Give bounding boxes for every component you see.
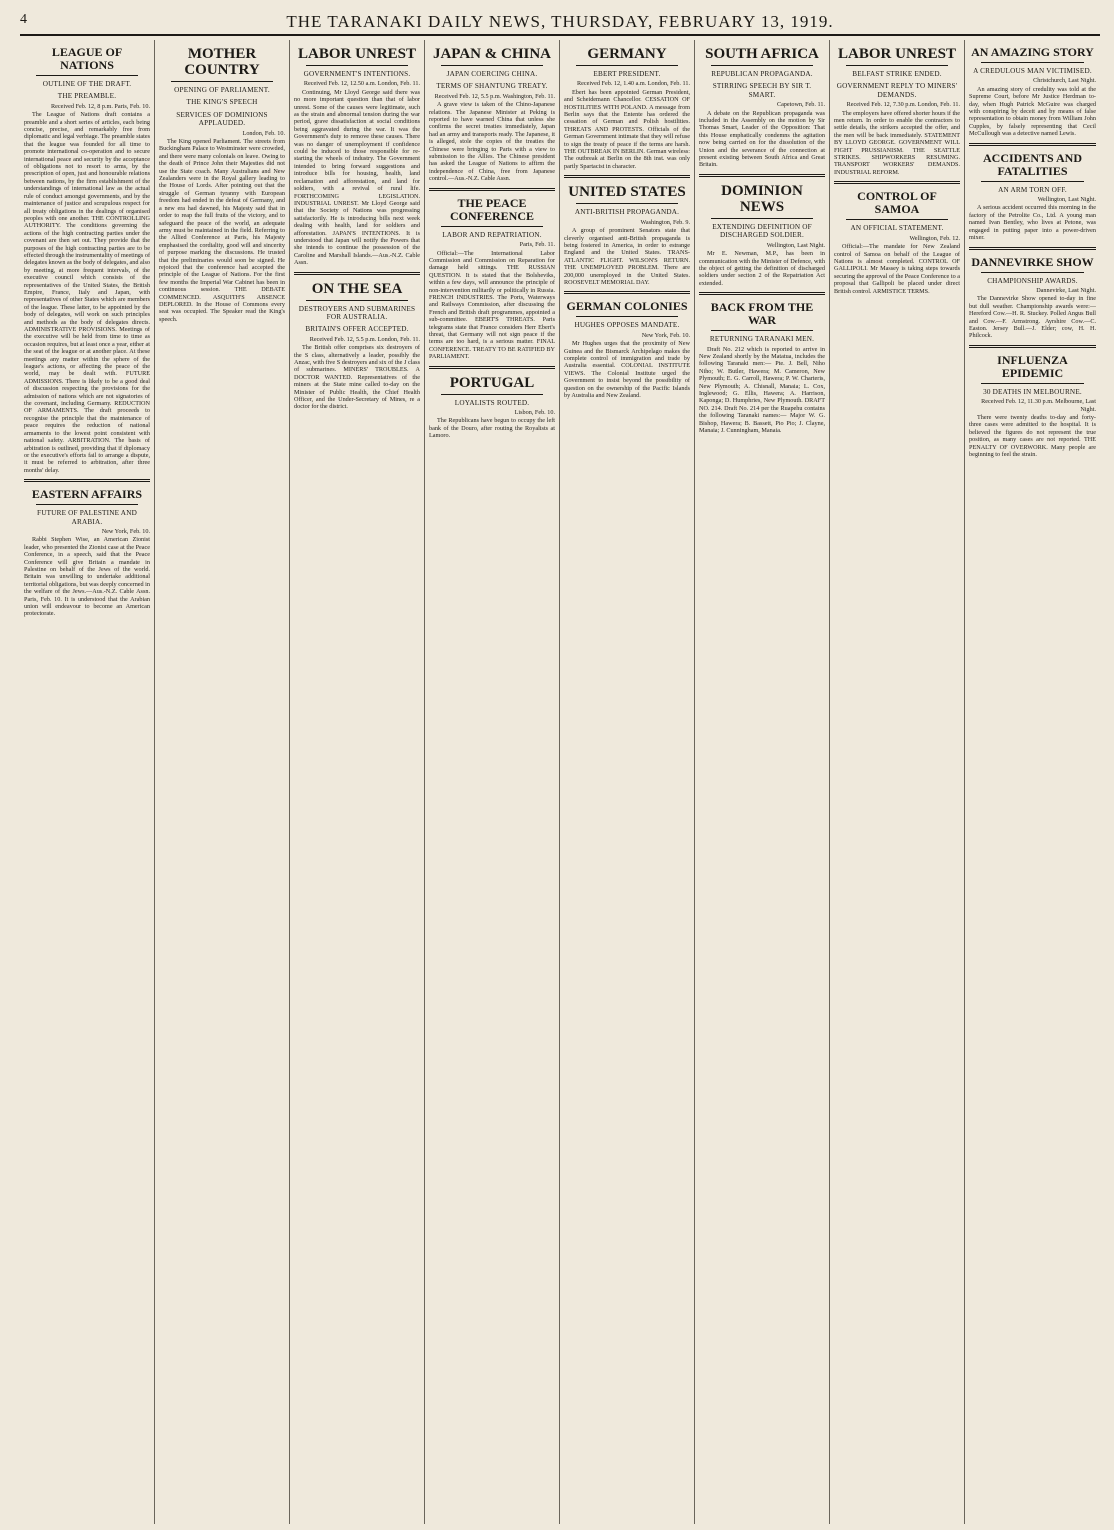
article (24, 479, 150, 618)
article (564, 46, 690, 170)
article-subheading: OPENING OF PARLIAMENT. (174, 86, 270, 94)
column-divider (429, 366, 555, 369)
headline-rule (981, 181, 1084, 182)
article (969, 247, 1096, 340)
article-headline: JAPAN & CHINA (432, 46, 552, 62)
article-body: Draft No. 212 which is reported to arrive in New Zealand shortly by the Matatua, includes the following Taranaki men:— Pte. J. Bell, Niho Niho; W. Butler, Hawera; M. Cameron, New Plymouth; E. G. Carroll, Hawera; P. W. Charteris, New Plymouth; A. Chisnall, Manaia; L. Cox, Inglewood; G. Ellis, Hawera; A. Harrison, Kaponga; D. Humphries, New Plymouth. DRAFT NO. 214. Draft No. 214 per the Ruapehu contains the following Taranaki names:— Major W. G. Bishop, Hawera; B. Bassett, Pio Pio; J. Clayne, Manaia; J. Cunningham, Manaia. (699, 345, 825, 434)
article-subheading: BELFAST STRIKE ENDED. (852, 70, 942, 78)
article-headline: AN AMAZING STORY (971, 45, 1094, 59)
article-headline: UNITED STATES (568, 184, 686, 201)
article-body: The Dannevirke Show opened to-day in fine but dull weather. Championship awards were:—Hereford Cow.—H. R. Stuckey. Polled Angus Bull and Cow.—F. Armstrong. Ayrshire Cow.—C. Easton. Jersey Bull.—J. Elder; cow, H. H. Philcock. (969, 295, 1096, 340)
article-body: A group of prominent Senators state that cleverly organised anti-British propaganda is being fostered in America, in order to estrange England and the United States. TRANS-ATLANTIC FLIGHT. WILSON'S RETURN. THE UNEMPLOYED PROBLEM. There are 200,000 unemployed in the United States. ROOSEVELT MEMORIAL DAY. (564, 227, 690, 286)
article-dateline: Received Feb. 12, 8 p.m. Paris, Feb. 10. (51, 102, 150, 110)
article-dateline: Paris, Feb. 11. (519, 241, 555, 249)
article-headline: MOTHER COUNTRY (184, 46, 260, 78)
article-subheading: OUTLINE OF THE DRAFT. (42, 80, 132, 88)
headline-rule (711, 330, 813, 331)
article-dateline: Wellington, Feb. 12. (909, 234, 960, 242)
article-body: A serious accident occurred this morning in the factory of the Petrolite Co., Ltd. A young man named Ivan Bentley, who lives at Petone, was engaged in putting paper into a power-driven mixer. (969, 204, 1096, 242)
article-headline: EASTERN AFFAIRS (31, 487, 143, 502)
article-subheading: RETURNING TARANAKI MEN. (709, 335, 815, 344)
article-body: Mr Hughes urges that the proximity of New Guinea and the Bismarck Archipelago makes the complete control of immigration and trade by Australia essential. COLONIAL INSTITUTE VIEWS. The Colonial Institute urged the Government to insist beyond the possibility of question on the ownership of the Pacific Islands by Australia and New Zealand. (564, 340, 690, 399)
headline-rule (171, 81, 273, 82)
article-headline: ACCIDENTS AND FATALITIES (982, 150, 1083, 178)
article-dateline: Capetown, Feb. 11. (776, 101, 825, 109)
article-subheading: BRITAIN'S OFFER ACCEPTED. (305, 325, 409, 334)
article-subheading: SERVICES OF DOMINIONS APPLAUDED. (176, 110, 268, 128)
article-subheading: A CREDULOUS MAN VICTIMISED. (973, 67, 1092, 75)
headline-rule (36, 75, 138, 76)
column-6 (695, 40, 830, 1524)
article-dateline: Received Feb. 12, 5.5 p.m. Washington, Feb. 11. (434, 92, 555, 100)
article (564, 175, 690, 286)
column-3 (290, 40, 425, 1524)
article-subheading: AN ARM TORN OFF. (998, 185, 1067, 194)
column-divider (969, 143, 1096, 146)
article-headline: GERMANY (587, 46, 667, 62)
article-dateline: Christchurch, Last Night. (1033, 77, 1096, 85)
article (969, 143, 1096, 242)
article-dateline: Received Feb. 12, 1.40 a.m. London, Feb. 11. (576, 80, 690, 88)
headline-rule (981, 272, 1084, 273)
article-subheading: LOYALISTS ROUTED. (454, 398, 530, 407)
article (429, 46, 555, 183)
column-1 (20, 40, 155, 1524)
article-subheading: THE PREAMBLE. (57, 92, 117, 101)
article-body: Rabbi Stephen Wise, an American Zionist leader, who presented the Zionist case at the Peace Conference, in a speech, said that the Peace Conference will give Britain a mandate in Palestine on behalf of the Jews of the world. Britain was unwilling to undertake additional territorial obligations, but was deeply concerned in the welfare of the Jews.—Aus.-N.Z. Cable Assn. Paris, Feb. 10. It is understood that the Arabian union will endeavour to become an American protectorate. (24, 536, 150, 618)
article-subheading: 30 DEATHS IN MELBOURNE. (983, 387, 1082, 396)
article-body: The British offer comprises six destroyers of the S class, alternatively a leader, possibly the Anzac, with five S destroyers and six of the J class of submarines. MINERS' TROUBLES. A DOCTOR WANTED. Representatives of the miners at the State mine called to-day on the Minister of Public Health, the Chief Health Officer, and the Under-Secretary of Mines, re a doctor for the district. (294, 344, 420, 411)
newspaper-page (20, 40, 1100, 1524)
column-divider (834, 181, 960, 184)
headline-rule (441, 226, 543, 227)
article-body: Continuing, Mr Lloyd George said there was no more important question than that of labor unrest. Some of the causes were legitimate, such as the strain and abnormal tension during the war period, grave dissatisfaction at social conditions being aggravated during the war. It was the Government's duty to remove these causes. There was no danger of unemployment if confidence could be induced to those responsible for re-starting the wheels of industry. The Government intended to bring forward suggestions and introduce bills for housing, health, land reclamation and afforestation, and land for soldiers, with a revival of rural life. FORTHCOMING LEGISLATION. INDUSTRIAL UNREST. Mr Lloyd George said that the Society of Nations was progressing satisfactorily. He is introducing bills next week dealing with health, land for soldiers and afforestation. JAPAN'S INTENTIONS. It is understood that Japan will notify the Powers that she intends to continue the possession of the Caroline and Marshall Islands.—Aus.-N.Z. Cable Assn. (294, 88, 420, 267)
article (564, 291, 690, 399)
article-headline: LEAGUE OF NATIONS (51, 45, 123, 72)
article-dateline: Received Feb. 12, 5.5 p.m. London, Feb. 11. (309, 335, 420, 343)
article (159, 46, 285, 323)
article (294, 46, 420, 267)
article-dateline: Received Feb. 12, 7.30 p.m. London, Feb. 11. (846, 101, 960, 109)
article-body: The employers have offered shorter hours if the men return. In order to enable the contractors to settle details, the strikers accepted the offer, and the men will be back immediately. STATEMENT BY LLOYD GEORGE. GOVERNMENT WILL FIGHT PRUSSIANISM. THE SEATTLE STRIKES. SHIPWORKERS RESUMING. TRANSPORT WORKERS' DEMANDS. INDUSTRIAL REFORM. (834, 109, 960, 176)
column-divider (564, 291, 690, 294)
article (699, 174, 825, 287)
headline-rule (441, 394, 543, 395)
article (699, 292, 825, 434)
column-5 (560, 40, 695, 1524)
headline-rule (846, 65, 948, 66)
column-divider (429, 188, 555, 191)
article-subheading: STIRRING SPEECH BY SIR T. SMART. (712, 82, 812, 99)
article-headline: THE PEACE CONFERENCE (449, 195, 534, 223)
article-subheading: THE KING'S SPEECH (186, 98, 258, 107)
article (969, 46, 1096, 138)
article-body: The League of Nations draft contains a preamble and a short series of articles, each being concise, precise, and remarkably free from diplomatic and legal verbiage. The preamble states that the league was founded for all time to promote international co-operation and to secure international peace and security by the acceptance of obligations not to resort to arms, by the prescription of open, just and honourable relations between nations, by the firm establishment of the understandings of international law as the actual rule of conduct amongst governments, and by the maintenance of justice and scrupulous respect for all treaty obligations in the dealings of organised peoples with one another. THE CONTROLLING AUTHORITY. The conditions governing the actions of the high contracting parties under the covenant are then set out. They provide that the purposes of the high contracting parties are to be effected through the instrumentality of meetings of delegates known as the body of delegates, and also by meeting, at more frequent intervals, of the executive council which consists of the representatives of the United States, the British Empire, France, Italy and Japan, with representatives of other States which are members of the league. These latter, to be appointed by the body of delegates, will work on such principles and methods as the body of delegates directs. ADMINISTRATIVE PROVISIONS. Meetings of the executive will be held from time to time as occasion requires, but at least once a year, either at the seat of the league or at another place. At these meetings any matter within the sphere of the league's actions, or affecting the peace of the world, may be dealt with. FUTURE ADMISSIONS. There is likely to be a good deal of discussion respecting the provisions for the admission of nations which are not signatories of the covenant, including Germany. REDUCTION OF ARMAMENTS. The draft proceeds to recognise the principle that the maintenance of peace requires the reduction of national armaments to the lowest point consistent with national safety. ARBITRATION. The basis of arbitration is outlined, providing that if diplomacy or the executive's efforts fail to arrange a dispute, it must be referred to arbitration, after three months' delay. (24, 111, 151, 474)
headline-rule (981, 62, 1084, 63)
headline-rule (576, 65, 678, 66)
article-headline: GERMAN COLONIES (566, 299, 688, 314)
article-subheading: HUGHES OPPOSES MANDATE. (574, 321, 680, 330)
headline-rule (306, 65, 408, 66)
article-body: Ebert has been appointed German President, and Scheidemann Chancellor. CESSATION OF HOSTILITIES WITH POLAND. A message from Berlin says that the Entente has ordered the cessation of German and Polish hostilities. THREATS AND PROTESTS. Officials of the German Government intimate that they will refuse to sign the treaty of peace if the terms are harsh. THE OUTBREAK IN BERLIN. German wireless: The outbreak at Berlin on the 8th inst. was only partly Spartacist in character. (564, 88, 690, 170)
headline-rule (711, 218, 813, 219)
article (699, 46, 825, 169)
article-dateline: New York, Feb. 10. (101, 527, 150, 535)
article (834, 46, 960, 176)
column-divider (699, 174, 825, 177)
article-subheading: GOVERNMENT'S INTENTIONS. (303, 70, 411, 78)
article-headline: BACK FROM THE WAR (710, 300, 814, 328)
column-divider (564, 175, 690, 178)
article-dateline: Washington, Feb. 9. (640, 218, 690, 226)
article-subheading: EXTENDING DEFINITION OF DISCHARGED SOLDIER. (712, 222, 812, 240)
article-body: The Republicans have begun to occupy the left bank of the Douro, after routing the Royalists at Lamoro. (429, 417, 555, 440)
masthead (20, 8, 1100, 36)
headline-rule (36, 504, 138, 505)
article-dateline: Dannevirke, Last Night. (1036, 286, 1096, 294)
article-subheading: DESTROYERS AND SUBMARINES FOR AUSTRALIA. (298, 304, 416, 321)
headline-rule (981, 383, 1084, 384)
article-dateline: London, Feb. 10. (242, 129, 285, 137)
article-dateline: Lisbon, Feb. 10. (514, 409, 555, 416)
article-subheading: AN OFFICIAL STATEMENT. (850, 224, 944, 233)
article-headline: CONTROL OF SAMOA (857, 189, 937, 217)
article-headline: SOUTH AFRICA (705, 46, 819, 62)
article-dateline: New York, Feb. 10. (641, 331, 690, 339)
article (969, 345, 1096, 459)
article-subheading: CHAMPIONSHIP AWARDS. (987, 276, 1078, 285)
headline-rule (711, 65, 813, 66)
column-divider (294, 272, 420, 275)
article-dateline: Received Feb. 12, 11.30 p.m. Melbourne, Last Night. (981, 398, 1096, 413)
article-subheading: EBERT PRESIDENT. (593, 70, 661, 78)
article-subheading: REPUBLICAN PROPAGANDA. (711, 70, 813, 78)
article-body: Official:—The mandate for New Zealand control of Samoa on behalf of the League of Nations is almost completed. CONTROL OF GALLIPOLI. Mr Massey is taking steps towards securing the approval of the Peace Conference to a proposal that Gallipoli be placed under direct British control. ARMISTICE TERMS. (834, 243, 960, 295)
article-body: There were twenty deaths to-day and forty-three cases were admitted to the hospital. It is believed the figures do not represent the true position, as many cases are not reported. THE PENALTY OF OVERWORK. Many people are beginning to feel the strain. (969, 413, 1096, 458)
column-divider (24, 479, 150, 482)
article-headline: LABOR UNREST (298, 46, 416, 62)
article-body: A debate on the Republican propaganda was included in the Assembly on the motion by Sir Thomas Smart, Leader of the Opposition: That this House emphatically condemns the agitation now being carried on for the dissolution of the Union and the severance of the connection at present existing between South Africa and Great Britain. (699, 109, 825, 169)
headline-rule (576, 316, 678, 317)
article-subheading: TERMS OF SHANTUNG TREATY. (436, 82, 548, 91)
column-divider (699, 292, 825, 295)
column-8 (965, 40, 1100, 1524)
article (429, 366, 555, 440)
article-headline: PORTUGAL (449, 374, 535, 391)
article-body: Mr E. Newman, M.P., has been in communication with the Minister of Defence, with the object of getting the definition of discharged soldiers under section 2 of the Repatriation Act extended. (699, 250, 825, 287)
article-subheading: FUTURE OF PALESTINE AND ARABIA. (37, 509, 137, 526)
article (24, 46, 150, 474)
article-headline: INFLUENZA EPIDEMIC (997, 352, 1068, 380)
column-divider (969, 345, 1096, 348)
article-dateline: Wellington, Last Night. (1037, 196, 1096, 204)
article-headline: LABOR UNREST (838, 46, 956, 62)
article-body: A grave view is taken of the Chino-Japanese relations. The Japanese Minister at Peking is reported to have warned China that unless she confirms the secret treaties immediately, Japan had an army and transports ready. The Japanese, it is alleged, stole the copies of the treaties the Chinese were bringing to Paris with a view to submission to the Allies. The Chinese president has asked the League of Nations to affirm the independence of China, free from Japanese control.—Aus.-N.Z. Cable Assn. (429, 101, 555, 183)
article-headline: ON THE SEA (311, 280, 403, 297)
article-dateline: Wellington, Last Night. (766, 241, 825, 249)
article-body: Official:—The International Labor Commission and Commission on Reparation for damage held sittings. THE RUSSIAN QUESTION. It is stated that the Bolsheviks, within a few days, will announce the principle of non-intervention militarily or politically in Russia. FRENCH INDUSTRIES. The Ports, Waterways and Railways Commission, after discussing the French and British draft programmes, appointed a sub-committee. EBERT'S THREATS. Paris telegrams state that France considers Herr Ebert's threat, that Germany will not sign peace if the terms are too hard, is a serious matter. FINAL CONFERENCE. TREATY TO BE RATIFIED BY PARLIAMENT. (429, 249, 555, 361)
article-subheading: ANTI-BRITISH PROPAGANDA. (574, 208, 680, 217)
headline-rule (306, 300, 408, 301)
page-number: 4 (20, 12, 28, 27)
headline-rule (576, 203, 678, 204)
article (294, 272, 420, 411)
article-body: An amazing story of credulity was told at the Supreme Court, before Mr Justice Herdman to-day, when Hugh Patrick McGuire was charged with conspiring by deceit and by means of false representation to obtain money from William John Cupples, by falsely representing that Cecil McCullough was a detective named Lewis. (969, 85, 1096, 138)
article (429, 188, 555, 361)
article-dateline: Received Feb. 12, 12.50 a.m. London, Feb. 11. (303, 80, 420, 88)
article-body: The King opened Parliament. The streets from Buckingham Palace to Westminster were crowded, and there were many colonials on leave. Owing to the death of Prince John their Majesties did not use the State coach. Many Australians and New Zealanders were in the Royal gallery leading to the House of Lords. After pointing out that the struggle of German tyranny with European freedom had ended in the defeat of Germany, and a new era had dawned, his Majesty said that in order to reap the full fruits of the victory, and to safeguard the peace of the world, an adequate army must be maintained in the field. Referring to the Allied Conference at Paris, his Majesty emphasised the cordiality, good will and sincerity of purpose marking the discussions. He trusted that the preliminaries would soon be signed. He rejoiced that the conference had accepted the principle of the League of Nations. For the first few months the Imperial War Cabinet has been in continuous session. THE DEBATE COMMENCED. ASQUITH'S ABSENCE DEPLORED. In the House of Commons every seat was occupied. The Speaker read the King's speech. (159, 138, 285, 323)
article-headline: DANNEVIRKE SHOW (971, 254, 1094, 269)
column-divider (969, 247, 1096, 250)
column-7 (830, 40, 965, 1524)
headline-rule (846, 219, 948, 220)
newspaper-title: THE TARANAKI DAILY NEWS, THURSDAY, FEBRUARY 13, 1919. (286, 12, 834, 31)
headline-rule (441, 65, 543, 66)
article (834, 181, 960, 295)
article-subheading: LABOR AND REPATRIATION. (442, 230, 542, 239)
column-2 (155, 40, 290, 1524)
column-4 (425, 40, 560, 1524)
article-headline: DOMINION NEWS (721, 182, 803, 215)
article-subheading: JAPAN COERCING CHINA. (446, 70, 538, 78)
article-subheading: GOVERNMENT REPLY TO MINERS' DEMANDS. (836, 82, 958, 99)
